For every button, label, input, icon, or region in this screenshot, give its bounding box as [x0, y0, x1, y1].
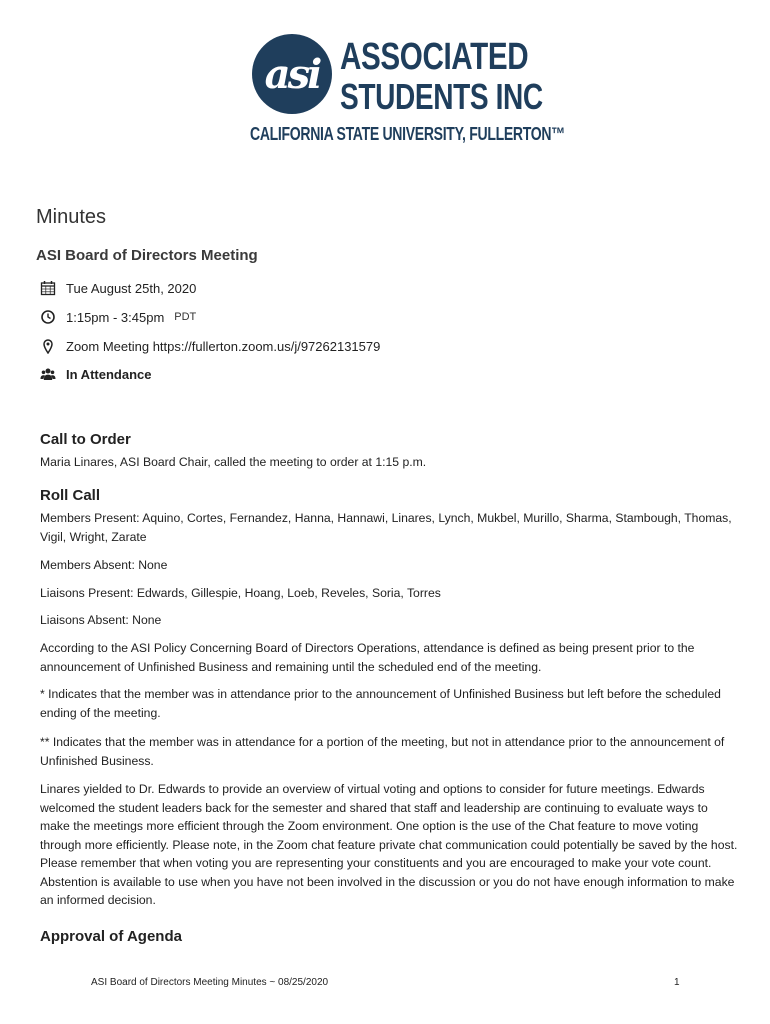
calendar-icon	[40, 280, 56, 296]
section-call-to-order-title: Call to Order	[40, 431, 131, 448]
meeting-timezone: PDT	[174, 311, 197, 323]
meeting-time: 1:15pm - 3:45pm	[66, 309, 165, 325]
call-to-order-text: Maria Linares, ASI Board Chair, called the meeting to order at 1:15 p.m.	[40, 455, 427, 469]
meeting-time-row	[40, 309, 196, 325]
footer-text: ASI Board of Directors Meeting Minutes ~ 08/25/2020	[91, 977, 329, 988]
logo-line-associated: ASSOCIATED	[340, 36, 529, 78]
meeting-location-row	[40, 338, 380, 354]
section-roll-call-title: Roll Call	[40, 487, 101, 504]
meeting-location[interactable]: Zoom Meeting https://fullerton.zoom.us/j/97262131579	[66, 338, 381, 354]
virtual-voting-paragraph: Linares yielded to Dr. Edwards to provide an overview of virtual voting and options to consider for future meetings. Edwards welcomed the student leaders back for the semester and shared that staff and leadership are continuing to evaluate ways to make the meetings more efficient through the Zoom environment. One option is the use of the Chat feature to move voting through more efficiently. Please note, in the Zoom chat feature private chat communication could potentially be saved by the host. Please remember that when voting you are representing your constituents and you are encouraged to make your vote count. Abstention is available to use when you have not been involved in the discussion or you do not have enough information to make an informed decision.	[40, 782, 738, 907]
clock-icon	[40, 309, 56, 325]
note-double-asterisk: ** Indicates that the member was in attendance for a portion of the meeting, but not in attendance prior to the announcement of Unfinished Business.	[40, 735, 725, 768]
meeting-date-row	[40, 280, 196, 296]
note-single-asterisk: * Indicates that the member was in attendance prior to the announcement of Unfinished Business but left before the scheduled ending of the meeting.	[40, 687, 721, 720]
attendance-label: In Attendance	[66, 366, 152, 382]
section-approval-of-agenda-title: Approval of Agenda	[40, 928, 182, 945]
attendance-row	[40, 366, 151, 382]
logo-line-students-inc: STUDENTS INC	[340, 76, 543, 117]
asi-logo-mark: asi	[252, 34, 332, 114]
meeting-title: ASI Board of Directors Meeting	[36, 247, 258, 264]
attendance-policy: According to the ASI Policy Concerning Board of Directors Operations, attendance is defined as being present prior to the announcement of Unfinished Business and remaining until the scheduled end of the meeting.	[40, 641, 695, 674]
logo-subtitle: CALIFORNIA STATE UNIVERSITY, FULLERTON™	[250, 124, 565, 144]
page-number: 1	[674, 977, 680, 988]
users-icon	[40, 366, 56, 382]
asi-logo	[250, 34, 565, 144]
meeting-date: Tue August 25th, 2020	[66, 280, 197, 296]
members-absent: Members Absent: None	[40, 558, 168, 572]
members-present: Members Present: Aquino, Cortes, Fernandez, Hanna, Hannawi, Linares, Lynch, Mukbel, Murillo, Sharma, Stambough, Thomas, Vigil, Wright, Zarate	[40, 511, 732, 544]
liaisons-present: Liaisons Present: Edwards, Gillespie, Hoang, Loeb, Reveles, Soria, Torres	[40, 586, 441, 600]
location-pin-icon	[40, 338, 56, 354]
liaisons-absent: Liaisons Absent: None	[40, 613, 162, 627]
page-title: Minutes	[36, 206, 107, 228]
